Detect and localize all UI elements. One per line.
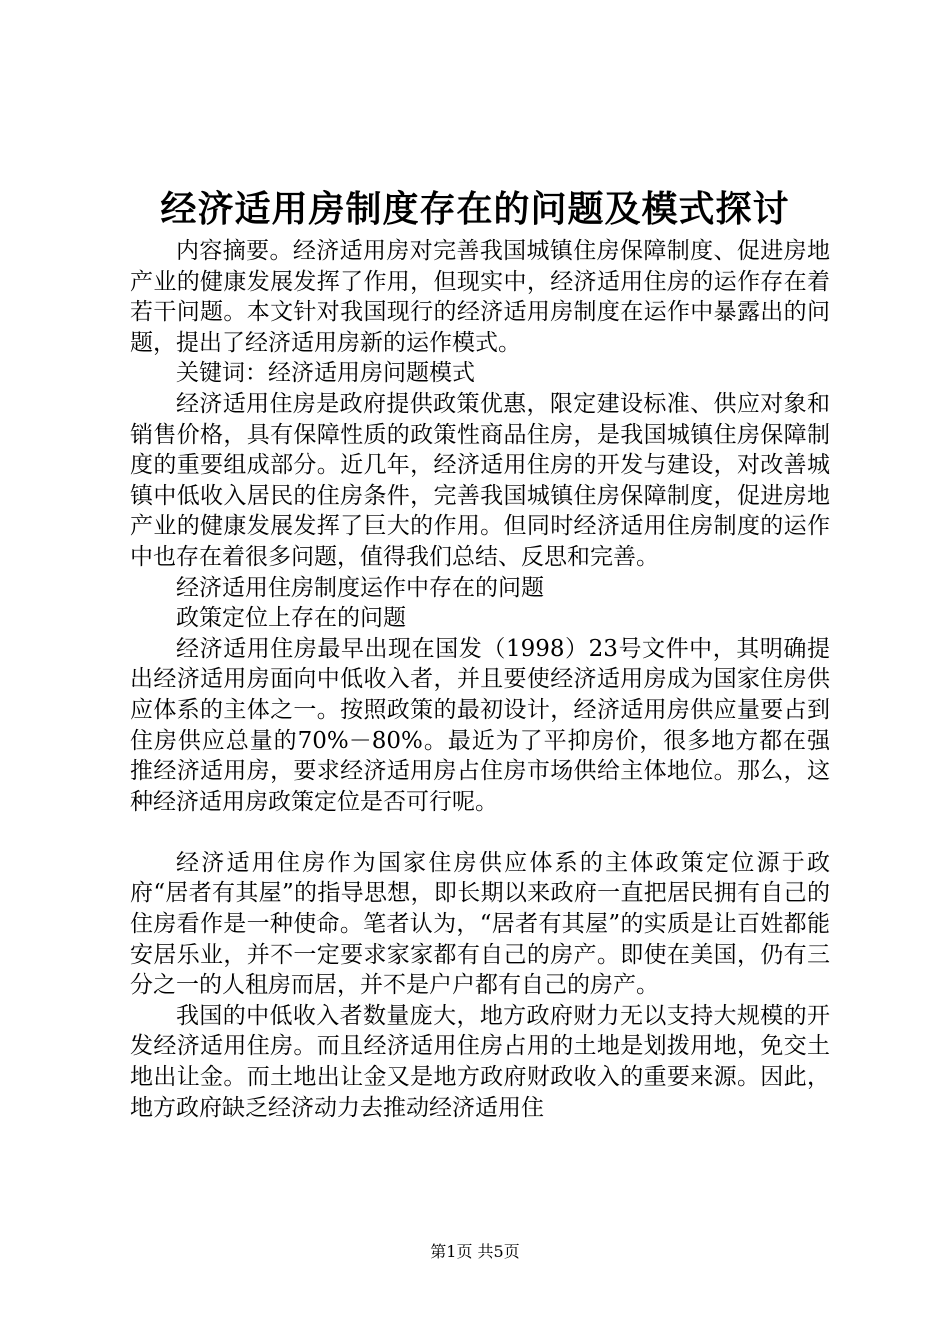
section-heading: 经济适用住房制度运作中存在的问题: [176, 574, 544, 601]
body-paragraph: 经济适用住房是政府提供政策优惠，限定建设标准、供应对象和销售价格，具有保障性质的政策性商品住房，是我国城镇住房保障制度的重要组成部分。近几年，经济适用住房的开发与建设，对改善城镇中低收入居民的住房条件，完善我国城镇住房保障制度，促进房地产业的健康发展发挥了巨大的作用。但同时经济适用住房制度的运作中也存在着很多问题，值得我们总结、反思和完善。: [130, 390, 830, 570]
page-footer: 第1页 共5页: [430, 1242, 520, 1261]
keywords-line: 关键词：经济适用房问题模式: [176, 360, 475, 387]
abstract-paragraph: 内容摘要。经济适用房对完善我国城镇住房保障制度、促进房地产业的健康发展发挥了作用，但现实中，经济适用住房的运作存在着若干问题。本文针对我国现行的经济适用房制度在运作中暴露出的问题，提出了经济适用房新的运作模式。: [130, 238, 830, 356]
document-body: [130, 236, 830, 1123]
body-paragraph: 经济适用住房作为国家住房供应体系的主体政策定位源于政府“居者有其屋”的指导思想，即长期以来政府一直把居民拥有自己的住房看作是一种使命。笔者认为，“居者有其屋”的实质是让百姓都能安居乐业，并不一定要求家家都有自己的房产。即使在美国，仍有三分之一的人租房而居，并不是户户都有自己的房产。: [130, 849, 830, 999]
document-title: 经济适用房制度存在的问题及模式探讨: [160, 188, 790, 230]
subsection-heading: 政策定位上存在的问题: [176, 605, 406, 632]
body-paragraph: 经济适用住房最早出现在国发（1998）23号文件中，其明确提出经济适用房面向中低收入者，并且要使经济适用房成为国家住房供应体系的主体之一。按照政策的最初设计，经济适用房供应量要占到住房供应总量的70%－80%。最近为了平抑房价，很多地方都在强推经济适用房，要求经济适用房占住房市场供给主体地位。那么，这种经济适用房政策定位是否可行呢。: [130, 635, 830, 815]
body-paragraph: 我国的中低收入者数量庞大，地方政府财力无以支持大规模的开发经济适用住房。而且经济适用住房占用的土地是划拨用地，免交土地出让金。而土地出让金又是地方政府财政收入的重要来源。因此，地方政府缺乏经济动力去推动经济适用住: [130, 1002, 830, 1121]
